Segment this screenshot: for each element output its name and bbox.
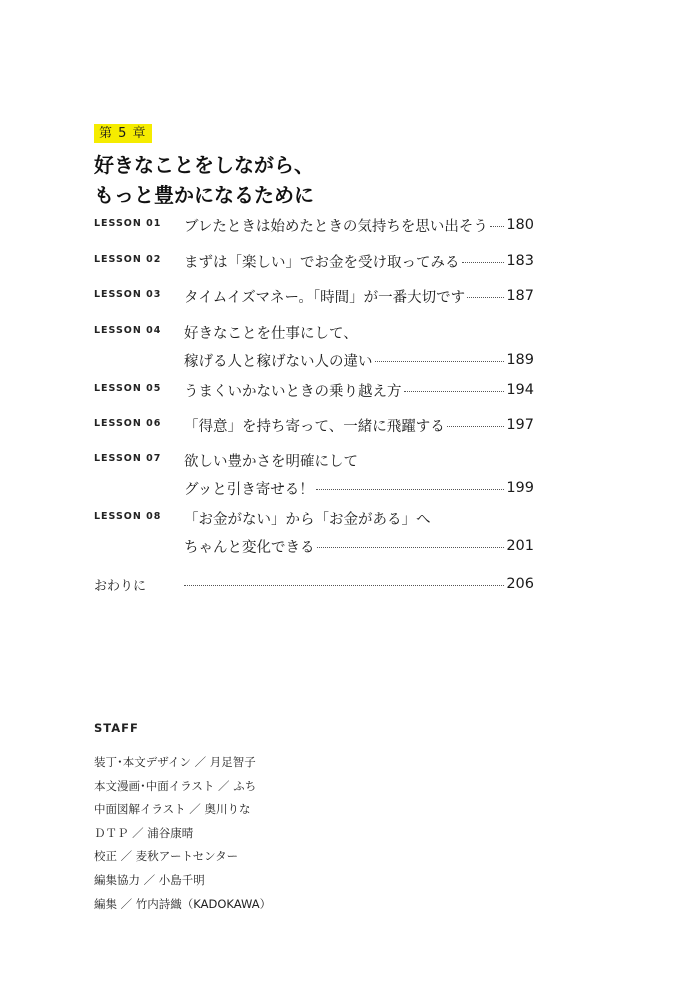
lesson-label: LESSON 01: [94, 218, 162, 229]
lesson-label: LESSON 07: [94, 453, 162, 464]
page-number: 206: [506, 576, 534, 592]
staff-credit: ＤＴＰ ／ 浦谷康晴: [94, 825, 194, 840]
lesson-title-line: [184, 414, 534, 436]
leader-dots: [184, 584, 504, 586]
lesson-label: LESSON 02: [94, 254, 162, 265]
lesson-title: まずは「楽しい」でお金を受け取ってみる: [184, 254, 460, 271]
page-number: 183: [506, 253, 534, 269]
lesson-title-line: [184, 379, 534, 401]
lesson-title-continued: ちゃんと変化できる: [184, 539, 315, 556]
staff-heading: STAFF: [94, 721, 139, 735]
lesson-title-continued: 稼げる人と稼げない人の違い: [184, 353, 373, 370]
lesson-title-line: [184, 477, 534, 499]
lesson-label: LESSON 03: [94, 289, 162, 300]
lesson-title: うまくいかないときの乗り越え方: [184, 383, 402, 400]
lesson-title: 「お金がない」から「お金がある」へ: [184, 511, 431, 528]
lesson-title: 好きなことを仕事にして、: [184, 325, 358, 342]
chapter-badge: 第 5 章: [94, 124, 152, 143]
leader-dots: [462, 261, 505, 263]
lesson-title-continued: グッと引き寄せる！: [184, 481, 314, 498]
lesson-title-line: [184, 285, 534, 307]
lesson-title-line: [184, 507, 534, 529]
lesson-title: 欲しい豊かさを明確にして: [184, 453, 358, 470]
lesson-title: タイムイズマネー。「時間」が一番大切です: [184, 289, 466, 306]
page-number: 199: [506, 480, 534, 496]
lesson-label: LESSON 04: [94, 325, 162, 336]
leader-dots: [375, 360, 505, 362]
staff-credit: 中面図解イラスト ／ 奥川りな: [94, 802, 251, 817]
page-number: 180: [506, 217, 534, 233]
lesson-label: LESSON 08: [94, 511, 162, 522]
lesson-title: ブレたときは始めたときの気持ちを思い出そう: [184, 218, 488, 235]
page-number: 187: [506, 288, 534, 304]
leader-dots: [404, 390, 505, 392]
leader-dots: [490, 225, 504, 227]
leader-dots: [316, 488, 505, 490]
lesson-title-line: [184, 214, 534, 236]
lesson-label: LESSON 05: [94, 383, 162, 394]
lesson-title-line: [184, 321, 534, 343]
staff-credit: 校正 ／ 麦秋アートセンター: [94, 849, 239, 864]
lesson-title-line: [184, 535, 534, 557]
page-number: 197: [506, 417, 534, 433]
leader-dots: [467, 296, 504, 298]
leader-dots: [447, 425, 505, 427]
lesson-title-line: [184, 349, 534, 371]
staff-credit: 編集協力 ／ 小島千明: [94, 872, 205, 887]
lesson-label: LESSON 06: [94, 418, 162, 429]
staff-credit: 編集 ／ 竹内詩織（KADOKAWA）: [94, 896, 272, 911]
lesson-title-line: [184, 449, 534, 471]
ending-label: おわりに: [94, 579, 147, 594]
page-number: 201: [506, 538, 534, 554]
lesson-title: 「得意」を持ち寄って、一緒に飛躍する: [184, 418, 445, 435]
page-number: 194: [506, 382, 534, 398]
page-number: 189: [506, 352, 534, 368]
ending-line: [184, 573, 534, 595]
lesson-title-line: [184, 250, 534, 272]
staff-credit: 装丁･本文デザイン ／ 月足智子: [94, 755, 256, 769]
chapter-title: [94, 150, 314, 210]
chapter-title-line: もっと豊かになるために: [94, 183, 314, 207]
leader-dots: [317, 546, 505, 548]
chapter-title-line: 好きなことをしながら、: [94, 153, 314, 177]
staff-list: [94, 751, 271, 916]
staff-credit: 本文漫画･中面イラスト ／ ふち: [94, 778, 257, 793]
